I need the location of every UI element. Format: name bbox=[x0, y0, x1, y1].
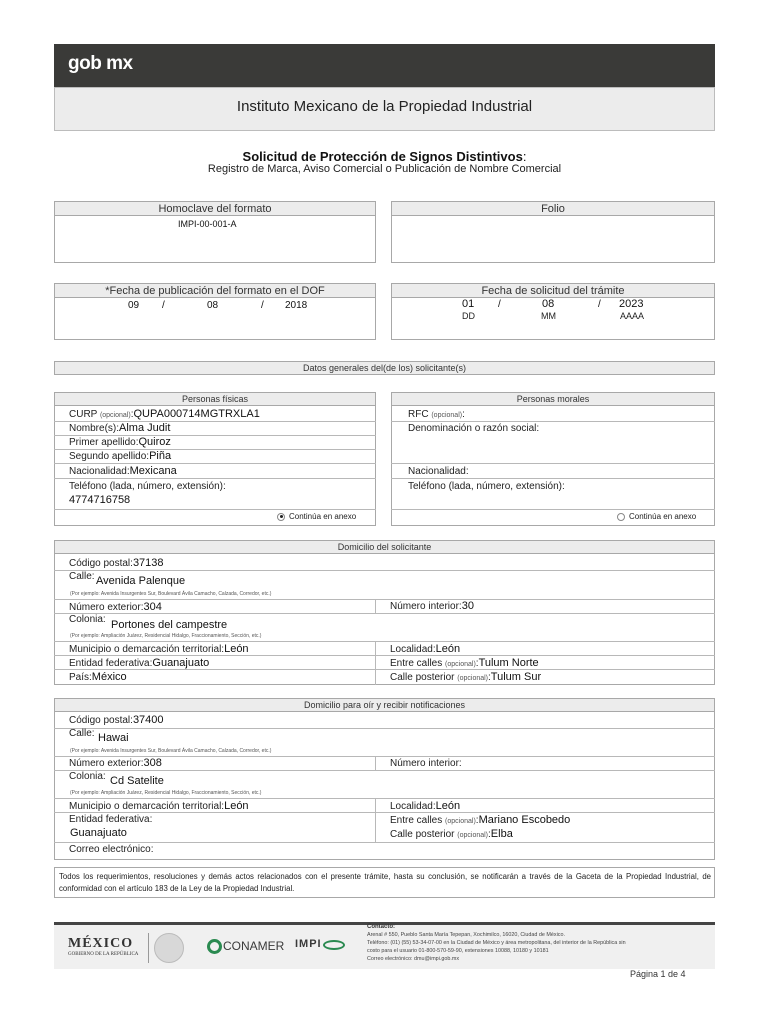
primer-apellido-label: Primer apellido: bbox=[69, 437, 139, 448]
nombre-label: Nombre(s): bbox=[69, 423, 120, 434]
dom-vdivider-2 bbox=[375, 641, 376, 685]
morales-header: Personas morales bbox=[391, 392, 715, 406]
telefono-value[interactable]: 4774716758 bbox=[69, 494, 131, 506]
morales-divider-3 bbox=[391, 478, 715, 479]
notif-entidad-value[interactable]: Guanajuato bbox=[70, 827, 127, 839]
dof-sep-2: / bbox=[261, 300, 264, 311]
dom-entre-optional: (opcional) bbox=[445, 661, 476, 668]
general-header: Datos generales del(de los) solicitante(s) bbox=[54, 361, 715, 375]
curp-optional: (opcional) bbox=[99, 412, 131, 419]
notif-ext-value[interactable]: 308 bbox=[143, 757, 162, 769]
primer-apellido-row bbox=[69, 436, 171, 448]
solicitud-aaaa-label: AAAA bbox=[620, 311, 645, 321]
institute-name: Instituto Mexicano de la Propiedad Industrial bbox=[236, 98, 533, 115]
contact-line-4: Correo electrónico: dmu@impi.gob.mx bbox=[367, 956, 460, 962]
eagle-seal-icon bbox=[154, 933, 184, 963]
solicitud-mm-label: MM bbox=[541, 311, 556, 321]
notif-divider-6 bbox=[54, 842, 715, 843]
dom-posterior-value[interactable]: Tulum Sur bbox=[490, 671, 542, 683]
dom-int-label: Número interior: bbox=[390, 601, 462, 612]
dom-divider-4 bbox=[54, 641, 715, 642]
dof-year: 2018 bbox=[285, 300, 308, 311]
notif-divider-1 bbox=[54, 728, 715, 729]
domicilio-header: Domicilio del solicitante bbox=[54, 540, 715, 554]
rfc-optional: (opcional) bbox=[431, 412, 463, 419]
contact-line-2: Teléfono: (01) (55) 53-34-07-00 en la Ciudad de México y área metropolitana, del interior de la República sin bbox=[367, 940, 626, 946]
dom-divider-1 bbox=[54, 570, 715, 571]
telefono-label: Teléfono (lada, número, extensión): bbox=[69, 481, 226, 492]
fisicas-divider-4 bbox=[54, 463, 376, 464]
primer-apellido-value[interactable]: Quiroz bbox=[138, 436, 171, 448]
notif-posterior-row bbox=[390, 828, 513, 840]
dom-ext-row bbox=[69, 601, 162, 613]
dom-cp-row bbox=[69, 557, 164, 569]
homoclave-header: Homoclave del formato bbox=[54, 201, 376, 216]
dof-sep-1: / bbox=[162, 300, 165, 311]
solicitud-month[interactable]: 08 bbox=[542, 298, 555, 310]
dom-posterior-optional: (opcional) bbox=[457, 675, 489, 682]
contact-line-1: Arenal # 550, Pueblo Santa María Tepepan, Xochimilco, 16020, Ciudad de México. bbox=[367, 932, 565, 938]
notif-header: Domicilio para oír y recibir notificaciones bbox=[54, 698, 715, 712]
morales-anexo-radio[interactable] bbox=[617, 513, 625, 521]
folio-header: Folio bbox=[391, 201, 715, 216]
notif-calle-hint: (Por ejemplo: Avenida Insurgentes Sur, Boulevard Ávila Camacho, Calzada, Corredor, etc.) bbox=[70, 748, 272, 754]
dom-municipio-label: Municipio o demarcación territorial: bbox=[69, 644, 225, 655]
dom-pais-label: País: bbox=[69, 672, 92, 683]
notif-entidad-label: Entidad federativa: bbox=[69, 814, 153, 825]
notif-colonia-value[interactable]: Cd Satelite bbox=[110, 775, 164, 787]
notif-divider-3 bbox=[54, 770, 715, 771]
notif-municipio-value[interactable]: León bbox=[224, 800, 249, 812]
notif-colonia-label: Colonia: bbox=[69, 771, 106, 782]
nombre-value[interactable]: Alma Judit bbox=[119, 422, 171, 434]
notif-localidad-label: Localidad: bbox=[390, 801, 436, 812]
denominacion-label: Denominación o razón social: bbox=[408, 423, 540, 434]
page-number: Página 1 de 4 bbox=[630, 969, 686, 979]
fisicas-anexo[interactable] bbox=[277, 512, 356, 521]
notif-municipio-label: Municipio o demarcación territorial: bbox=[69, 801, 225, 812]
dom-pais-row bbox=[69, 671, 127, 683]
notif-municipio-row bbox=[69, 800, 249, 812]
notif-localidad-value[interactable]: León bbox=[435, 800, 461, 812]
dom-ext-value[interactable]: 304 bbox=[143, 601, 162, 613]
dom-cp-value[interactable]: 37138 bbox=[132, 557, 164, 569]
fisicas-anexo-radio[interactable] bbox=[277, 513, 285, 521]
segundo-apellido-value[interactable]: Piña bbox=[149, 450, 172, 462]
notif-ext-row bbox=[69, 757, 162, 769]
footer-sep-1 bbox=[148, 933, 149, 963]
dom-entidad-value[interactable]: Guanajuato bbox=[152, 657, 210, 669]
notif-entre-colon: : bbox=[475, 815, 479, 826]
notif-cp-row bbox=[69, 714, 164, 726]
dom-localidad-label: Localidad: bbox=[390, 644, 436, 655]
solicitud-day[interactable]: 01 bbox=[462, 298, 475, 310]
dom-int-value[interactable]: 30 bbox=[461, 600, 474, 612]
dom-int-row bbox=[390, 600, 474, 612]
notif-divider-4 bbox=[54, 798, 715, 799]
contact-line-3: costo para el usuario 01-800-570-59-90, extensiones 10088, 10180 y 10181 bbox=[367, 948, 549, 954]
fisicas-header: Personas físicas bbox=[54, 392, 376, 406]
curp-row bbox=[69, 408, 260, 420]
notif-posterior-optional: (opcional) bbox=[457, 832, 489, 839]
notif-vdivider-1 bbox=[375, 756, 376, 770]
notice-text: Todos los requerimientos, resoluciones y demás actos relacionados con el presente trámite, hasta su conclusión, se notificarán a través de la Gaceta de la Propiedad Industrial, de conformidad con el artículo 183 de la Ley de la Propiedad Industrial. bbox=[59, 872, 711, 893]
contact-title: Contacto: bbox=[367, 924, 395, 930]
dom-posterior-colon: : bbox=[488, 672, 491, 683]
notif-calle-label: Calle: bbox=[69, 728, 95, 739]
nacionalidad-value[interactable]: Mexicana bbox=[129, 465, 177, 477]
dom-entre-label: Entre calles bbox=[390, 658, 446, 669]
notif-localidad-row bbox=[390, 800, 460, 812]
dom-calle-value[interactable]: Avenida Palenque bbox=[96, 575, 186, 587]
dof-day: 09 bbox=[128, 300, 140, 311]
rfc-label: RFC bbox=[408, 409, 432, 420]
morales-telefono-label: Teléfono (lada, número, extensión): bbox=[408, 481, 565, 492]
conamer-text: CONAMER bbox=[223, 939, 285, 953]
fisicas-divider-6 bbox=[54, 509, 376, 510]
notif-cp-label: Código postal: bbox=[69, 715, 133, 726]
homoclave-value: IMPI-00-001-A bbox=[178, 219, 237, 229]
dof-month: 08 bbox=[207, 300, 219, 311]
notif-calle-value[interactable]: Hawai bbox=[98, 732, 129, 744]
notif-posterior-value[interactable]: Elba bbox=[490, 828, 513, 840]
morales-nacionalidad-label: Nacionalidad: bbox=[408, 466, 469, 477]
dom-colonia-hint: (Por ejemplo: Ampliación Juárez, Residencial Hidalgo, Fraccionamiento, Sección, etc.) bbox=[70, 633, 262, 639]
rfc-colon: : bbox=[462, 409, 465, 420]
dom-divider-2 bbox=[54, 599, 715, 600]
curp-label: CURP bbox=[69, 409, 100, 420]
dom-ext-label: Número exterior: bbox=[69, 602, 144, 613]
dom-colonia-value[interactable]: Portones del campestre bbox=[111, 619, 228, 631]
rfc-row bbox=[408, 409, 465, 420]
solicitud-sep-2: / bbox=[598, 299, 601, 310]
dom-entidad-label: Entidad federativa: bbox=[69, 658, 153, 669]
dom-divider-3 bbox=[54, 613, 715, 614]
nombre-row bbox=[69, 422, 170, 434]
notif-ext-label: Número exterior: bbox=[69, 758, 144, 769]
solicitud-sep-1: / bbox=[498, 299, 501, 310]
curp-colon: : bbox=[130, 409, 134, 420]
dom-vdivider-1 bbox=[375, 599, 376, 613]
notif-cp-value[interactable]: 37400 bbox=[132, 714, 164, 726]
impi-logo-icon bbox=[323, 940, 345, 950]
solicitud-dd-label: DD bbox=[462, 311, 475, 321]
dof-header: *Fecha de publicación del formato en el DOF bbox=[54, 283, 376, 298]
morales-divider-1 bbox=[391, 421, 715, 422]
dom-municipio-value[interactable]: León bbox=[224, 643, 249, 655]
dom-entre-row bbox=[390, 657, 539, 669]
curp-value[interactable]: QUPA000714MGTRXLA1 bbox=[133, 408, 260, 420]
form-title-colon: : bbox=[522, 149, 527, 164]
solicitud-header: Fecha de solicitud del trámite bbox=[391, 283, 715, 298]
notif-posterior-colon: : bbox=[488, 829, 491, 840]
notif-entre-value[interactable]: Mariano Escobedo bbox=[478, 814, 571, 826]
notif-entre-optional: (opcional) bbox=[445, 818, 476, 825]
dom-posterior-label: Calle posterior bbox=[390, 672, 458, 683]
morales-anexo[interactable] bbox=[617, 512, 696, 521]
gobierno-text: GOBIERNO DE LA REPÚBLICA bbox=[68, 952, 139, 957]
dom-pais-value[interactable]: México bbox=[91, 671, 127, 683]
dom-posterior-row bbox=[390, 671, 541, 683]
dom-divider-6 bbox=[54, 669, 715, 670]
conamer-logo-icon bbox=[207, 939, 222, 954]
fisicas-anexo-label: Continúa en anexo bbox=[289, 512, 357, 521]
form-title bbox=[54, 149, 715, 164]
morales-divider-2 bbox=[391, 463, 715, 464]
dom-localidad-value[interactable]: León bbox=[435, 643, 461, 655]
dom-entre-value[interactable]: Tulum Norte bbox=[478, 657, 539, 669]
impi-text: IMPI bbox=[295, 938, 322, 950]
dom-calle-label: Calle: bbox=[69, 571, 95, 582]
segundo-apellido-row bbox=[69, 450, 171, 462]
dom-entre-colon: : bbox=[475, 658, 479, 669]
morales-divider-4 bbox=[391, 509, 715, 510]
dom-localidad-row bbox=[390, 643, 460, 655]
notif-correo-label: Correo electrónico: bbox=[69, 844, 154, 855]
morales-anexo-label: Continúa en anexo bbox=[629, 512, 697, 521]
dom-municipio-row bbox=[69, 643, 249, 655]
fisicas-divider-5 bbox=[54, 478, 376, 479]
notif-colonia-hint: (Por ejemplo: Ampliación Juárez, Residencial Hidalgo, Fraccionamiento, Sección, etc.) bbox=[70, 790, 262, 796]
solicitud-year[interactable]: 2023 bbox=[619, 298, 644, 310]
dom-entidad-row bbox=[69, 657, 209, 669]
dom-calle-hint: (Por ejemplo: Avenida Insurgentes Sur, Boulevard Ávila Camacho, Calzada, Corredor, etc.) bbox=[70, 591, 272, 597]
dom-colonia-label: Colonia: bbox=[69, 614, 106, 625]
dom-cp-label: Código postal: bbox=[69, 558, 133, 569]
notif-vdivider-2 bbox=[375, 798, 376, 842]
form-title-text: Solicitud de Protección de Signos Distintivos bbox=[242, 149, 523, 164]
nacionalidad-label: Nacionalidad: bbox=[69, 466, 130, 477]
notif-entre-label: Entre calles bbox=[390, 815, 446, 826]
nacionalidad-row bbox=[69, 465, 177, 477]
notif-posterior-label: Calle posterior bbox=[390, 829, 458, 840]
mexico-wordmark: MÉXICO bbox=[68, 936, 134, 951]
notif-int-label: Número interior: bbox=[390, 758, 462, 769]
dom-divider-5 bbox=[54, 655, 715, 656]
form-subtitle: Registro de Marca, Aviso Comercial o Publicación de Nombre Comercial bbox=[207, 163, 562, 175]
notif-divider-5 bbox=[54, 812, 715, 813]
segundo-apellido-label: Segundo apellido: bbox=[69, 451, 150, 462]
notif-entre-row bbox=[390, 814, 570, 826]
gobmx-logo[interactable]: gob mx bbox=[68, 53, 133, 74]
top-bar bbox=[54, 44, 715, 87]
